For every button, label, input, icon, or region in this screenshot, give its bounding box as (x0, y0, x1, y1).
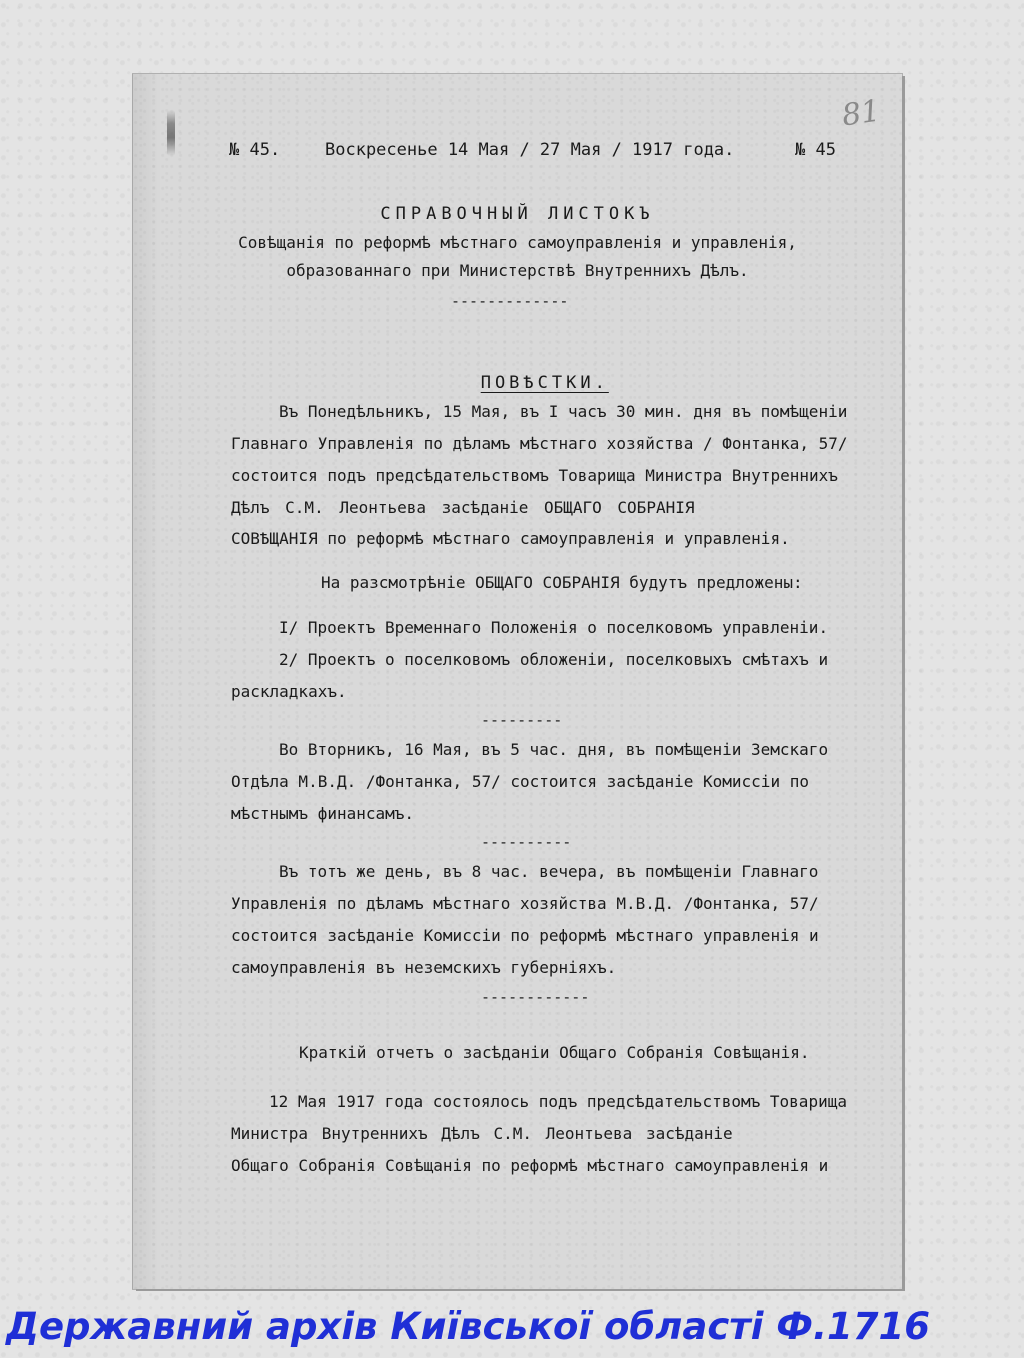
ink-blot-mark (167, 110, 175, 156)
agenda-p3-line-2: Отдѣла М.В.Д. /Фонтанка, 57/ состоится засѣданіе Комиссіи по (231, 772, 809, 791)
agenda-heading-text: ПОВѢСТКИ. (480, 373, 609, 393)
report-title: Краткій отчетъ о засѣданіи Общаго Собранія Совѣщанія. (299, 1043, 810, 1062)
document-header (229, 140, 849, 164)
archive-caption: Державний архів Київської області Ф.1716 (6, 1305, 931, 1348)
agenda-p4-line-4: самоуправленія въ неземскихъ губерніяхъ. (231, 958, 617, 977)
pencil-page-number: 81 (839, 93, 883, 134)
document-sheet (133, 74, 902, 1289)
agenda-item-1: I/ Проектъ Временнаго Положенія о поселковомъ управленіи. (279, 618, 829, 637)
agenda-separator-2: ---------- (481, 833, 572, 851)
agenda-separator-1: --------- (481, 711, 563, 729)
issue-date: Воскресенье 14 Мая / 27 Мая / 1917 года. (325, 140, 735, 160)
agenda-p4-line-3: состоится засѣданіе Комиссіи по реформѣ мѣстнаго управленія и (231, 926, 819, 945)
title-subline-1: Совѣщанія по реформѣ мѣстнаго самоуправленія и управленія, (238, 233, 797, 252)
agenda-p2-intro: На разсмотрѣніе ОБЩАГО СОБРАНІЯ будутъ предложены: (321, 573, 803, 592)
agenda-p1-line-5: СОВѢЩАНІЯ по реформѣ мѣстнаго самоуправленія и управленія. (231, 529, 790, 548)
agenda-p1-line-2: Главнаго Управленія по дѣламъ мѣстнаго хозяйства / Фонтанка, 57/ (231, 434, 848, 453)
issue-number-left: № 45. (229, 140, 281, 160)
agenda-item-2-cont: раскладкахъ. (231, 682, 347, 701)
agenda-p4-line-1: Въ тотъ же день, въ 8 час. вечера, въ помѣщеніи Главнаго (279, 862, 819, 881)
agenda-p3-line-3: мѣстнымъ финансамъ. (231, 804, 415, 823)
title-subline-2: образованнаго при Министерствѣ Внутреннихъ Дѣлъ. (286, 261, 749, 280)
title-separator: ------------- (451, 292, 569, 310)
sheet-edge-shadow (133, 74, 161, 1289)
agenda-separator-3: ------------ (481, 988, 590, 1006)
agenda-p1-line-4: Дѣлъ С.М. Леонтьева засѣданіе ОБЩАГО СОБРАНІЯ (231, 498, 695, 517)
agenda-p1-line-1: Въ Понедѣльникъ, 15 Мая, въ I часъ 30 мин. дня въ помѣщеніи (279, 402, 848, 421)
report-line-2: Министра Внутреннихъ Дѣлъ С.М. Леонтьева засѣданіе (231, 1124, 733, 1143)
agenda-p4-line-2: Управленія по дѣламъ мѣстнаго хозяйства М.В.Д. /Фонтанка, 57/ (231, 894, 819, 913)
agenda-item-2: 2/ Проектъ о поселковомъ обложеніи, поселковыхъ смѣтахъ и (279, 650, 829, 669)
report-line-3: Общаго Собранія Совѣщанія по реформѣ мѣстнаго самоуправленія и (231, 1156, 829, 1175)
issue-number-right: № 45 (795, 140, 836, 160)
document-title: СПРАВОЧНЫЙ ЛИСТОКЪ (380, 204, 655, 224)
agenda-p3-line-1: Во Вторникъ, 16 Мая, въ 5 час. дня, въ помѣщеніи Земскаго (279, 740, 829, 759)
report-line-1: 12 Мая 1917 года состоялось подъ предсѣдательствомъ Товарища (269, 1092, 847, 1111)
agenda-p1-line-3: состоится подъ предсѣдательствомъ Товарища Министра Внутреннихъ (231, 466, 838, 485)
